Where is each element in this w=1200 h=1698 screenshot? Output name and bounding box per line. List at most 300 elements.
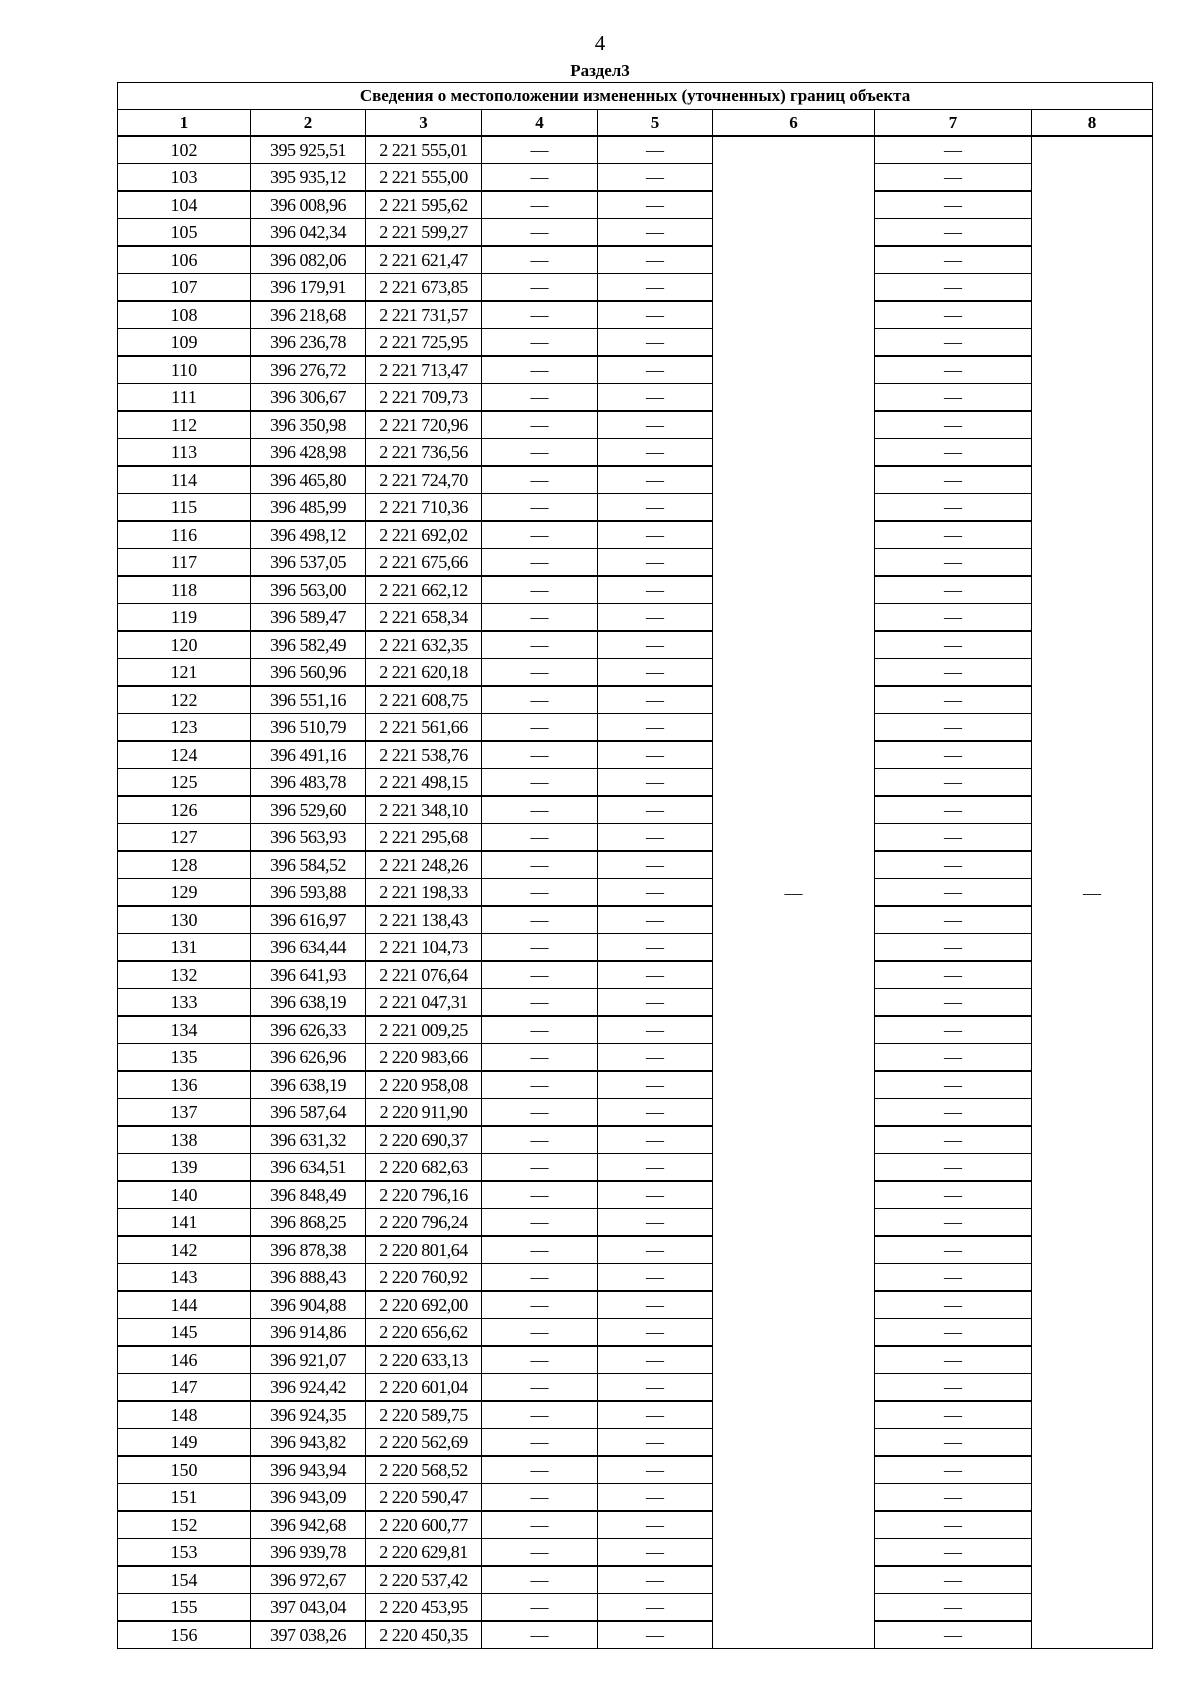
point-number-cell: 133 (118, 989, 251, 1017)
column-7-cell: — (875, 1429, 1032, 1457)
table-row (118, 1236, 1153, 1264)
x-coordinate-cell: 396 914,86 (251, 1319, 366, 1347)
x-coordinate-cell: 396 350,98 (251, 411, 366, 439)
column-5-cell: — (598, 356, 713, 384)
column-5-cell: — (598, 851, 713, 879)
y-coordinate-cell: 2 220 796,16 (366, 1181, 482, 1209)
y-coordinate-cell: 2 220 796,24 (366, 1209, 482, 1237)
y-coordinate-cell: 2 221 595,62 (366, 191, 482, 219)
table-row (118, 1429, 1153, 1457)
point-number-cell: 142 (118, 1236, 251, 1264)
x-coordinate-cell: 396 485,99 (251, 494, 366, 522)
y-coordinate-cell: 2 220 629,81 (366, 1539, 482, 1567)
table-row (118, 576, 1153, 604)
table-row (118, 549, 1153, 577)
table-row (118, 191, 1153, 219)
table-row (118, 494, 1153, 522)
column-4-cell: — (482, 659, 598, 687)
page-number: 4 (594, 31, 606, 55)
point-number-cell: 130 (118, 906, 251, 934)
table-row (118, 714, 1153, 742)
coordinates-table (117, 82, 1153, 1649)
column-7-cell: — (875, 686, 1032, 714)
column-4-cell: — (482, 356, 598, 384)
point-number-cell: 114 (118, 466, 251, 494)
column-7-cell: — (875, 1181, 1032, 1209)
y-coordinate-cell: 2 220 562,69 (366, 1429, 482, 1457)
column-4-cell: — (482, 1264, 598, 1292)
table-row (118, 1401, 1153, 1429)
table-row (118, 301, 1153, 329)
table-caption: Сведения о местоположении измененных (уточненных) границ объекта (118, 83, 1153, 110)
y-coordinate-cell: 2 221 736,56 (366, 439, 482, 467)
table-row (118, 164, 1153, 192)
table-row (118, 1291, 1153, 1319)
x-coordinate-cell: 396 082,06 (251, 246, 366, 274)
column-5-cell: — (598, 1539, 713, 1567)
y-coordinate-cell: 2 221 076,64 (366, 961, 482, 989)
y-coordinate-cell: 2 221 561,66 (366, 714, 482, 742)
column-4-cell: — (482, 1429, 598, 1457)
column-4-cell: — (482, 851, 598, 879)
column-7-cell: — (875, 1071, 1032, 1099)
point-number-cell: 148 (118, 1401, 251, 1429)
x-coordinate-cell: 396 616,97 (251, 906, 366, 934)
section-title: Раздел3 (570, 61, 630, 80)
point-number-cell: 102 (118, 136, 251, 164)
table-row (118, 1209, 1153, 1237)
x-coordinate-cell: 397 043,04 (251, 1594, 366, 1622)
column-4-cell: — (482, 411, 598, 439)
column-5-cell: — (598, 1456, 713, 1484)
column-7-cell: — (875, 741, 1032, 769)
y-coordinate-cell: 2 221 710,36 (366, 494, 482, 522)
column-7-cell: — (875, 246, 1032, 274)
x-coordinate-cell: 396 491,16 (251, 741, 366, 769)
point-number-cell: 141 (118, 1209, 251, 1237)
column-7-cell: — (875, 1346, 1032, 1374)
column-4-cell: — (482, 1319, 598, 1347)
column-7-cell: — (875, 796, 1032, 824)
column-4-cell: — (482, 1594, 598, 1622)
column-5-cell: — (598, 659, 713, 687)
y-coordinate-cell: 2 221 009,25 (366, 1016, 482, 1044)
x-coordinate-cell: 396 563,00 (251, 576, 366, 604)
x-coordinate-cell: 395 925,51 (251, 136, 366, 164)
column-5-cell: — (598, 466, 713, 494)
column-5-cell: — (598, 1016, 713, 1044)
column-4-cell: — (482, 164, 598, 192)
column-4-cell: — (482, 136, 598, 164)
table-row (118, 769, 1153, 797)
x-coordinate-cell: 396 939,78 (251, 1539, 366, 1567)
x-coordinate-cell: 396 582,49 (251, 631, 366, 659)
point-number-cell: 135 (118, 1044, 251, 1072)
column-4-cell: — (482, 961, 598, 989)
column-4-cell: — (482, 1401, 598, 1429)
y-coordinate-cell: 2 221 047,31 (366, 989, 482, 1017)
column-5-cell: — (598, 274, 713, 302)
x-coordinate-cell: 396 510,79 (251, 714, 366, 742)
point-number-cell: 150 (118, 1456, 251, 1484)
column-7-cell: — (875, 439, 1032, 467)
point-number-cell: 117 (118, 549, 251, 577)
column-4-cell: — (482, 439, 598, 467)
column-5-cell: — (598, 961, 713, 989)
column-4-cell: — (482, 1016, 598, 1044)
y-coordinate-cell: 2 221 555,00 (366, 164, 482, 192)
column-4-cell: — (482, 301, 598, 329)
column-7-cell: — (875, 1236, 1032, 1264)
y-coordinate-cell: 2 220 537,42 (366, 1566, 482, 1594)
table-row (118, 1621, 1153, 1649)
point-number-cell: 105 (118, 219, 251, 247)
column-4-cell: — (482, 1209, 598, 1237)
table-row (118, 1154, 1153, 1182)
point-number-cell: 131 (118, 934, 251, 962)
column-7-cell: — (875, 1016, 1032, 1044)
table-row (118, 1071, 1153, 1099)
table-row (118, 1181, 1153, 1209)
point-number-cell: 132 (118, 961, 251, 989)
table-row (118, 686, 1153, 714)
column-4-cell: — (482, 274, 598, 302)
table-row (118, 1456, 1153, 1484)
column-7-cell: — (875, 1044, 1032, 1072)
column-7-cell: — (875, 604, 1032, 632)
column-5-cell: — (598, 1319, 713, 1347)
point-number-cell: 119 (118, 604, 251, 632)
table-row (118, 384, 1153, 412)
y-coordinate-cell: 2 220 760,92 (366, 1264, 482, 1292)
table-body (118, 136, 1153, 1649)
point-number-cell: 138 (118, 1126, 251, 1154)
column-number-5: 5 (598, 110, 713, 137)
x-coordinate-cell: 396 848,49 (251, 1181, 366, 1209)
table-row (118, 604, 1153, 632)
column-5-cell: — (598, 136, 713, 164)
point-number-cell: 156 (118, 1621, 251, 1649)
column-5-cell: — (598, 604, 713, 632)
table-row (118, 851, 1153, 879)
column-4-cell: — (482, 934, 598, 962)
column-7-cell: — (875, 1209, 1032, 1237)
column-4-cell: — (482, 466, 598, 494)
x-coordinate-cell: 396 589,47 (251, 604, 366, 632)
table-row (118, 961, 1153, 989)
x-coordinate-cell: 396 563,93 (251, 824, 366, 852)
point-number-cell: 140 (118, 1181, 251, 1209)
column-4-cell: — (482, 824, 598, 852)
point-number-cell: 107 (118, 274, 251, 302)
y-coordinate-cell: 2 221 720,96 (366, 411, 482, 439)
column-number-1: 1 (118, 110, 251, 137)
point-number-cell: 116 (118, 521, 251, 549)
column-5-cell: — (598, 1264, 713, 1292)
column-5-cell: — (598, 1511, 713, 1539)
column-4-cell: — (482, 384, 598, 412)
column-7-cell: — (875, 851, 1032, 879)
point-number-cell: 155 (118, 1594, 251, 1622)
table-row (118, 1594, 1153, 1622)
x-coordinate-cell: 396 943,09 (251, 1484, 366, 1512)
point-number-cell: 128 (118, 851, 251, 879)
column-5-cell: — (598, 1236, 713, 1264)
column-7-cell: — (875, 961, 1032, 989)
column-number-7: 7 (875, 110, 1032, 137)
column-number-8: 8 (1032, 110, 1153, 137)
table-row (118, 824, 1153, 852)
column-4-cell: — (482, 191, 598, 219)
column-7-cell: — (875, 714, 1032, 742)
x-coordinate-cell: 396 498,12 (251, 521, 366, 549)
column-5-cell: — (598, 1044, 713, 1072)
column-4-cell: — (482, 1126, 598, 1154)
column-4-cell: — (482, 246, 598, 274)
column-7-cell: — (875, 659, 1032, 687)
y-coordinate-cell: 2 221 632,35 (366, 631, 482, 659)
column-5-cell: — (598, 631, 713, 659)
column-4-cell: — (482, 906, 598, 934)
column-7-cell: — (875, 1511, 1032, 1539)
point-number-cell: 125 (118, 769, 251, 797)
y-coordinate-cell: 2 220 690,37 (366, 1126, 482, 1154)
point-number-cell: 123 (118, 714, 251, 742)
column-4-cell: — (482, 796, 598, 824)
y-coordinate-cell: 2 221 662,12 (366, 576, 482, 604)
y-coordinate-cell: 2 220 958,08 (366, 1071, 482, 1099)
column-number-4: 4 (482, 110, 598, 137)
table-row (118, 631, 1153, 659)
point-number-cell: 154 (118, 1566, 251, 1594)
y-coordinate-cell: 2 221 348,10 (366, 796, 482, 824)
column-7-cell: — (875, 934, 1032, 962)
column-5-cell: — (598, 1484, 713, 1512)
column-7-cell: — (875, 631, 1032, 659)
column-4-cell: — (482, 1456, 598, 1484)
x-coordinate-cell: 396 306,67 (251, 384, 366, 412)
table-row (118, 219, 1153, 247)
y-coordinate-cell: 2 220 600,77 (366, 1511, 482, 1539)
column-5-cell: — (598, 439, 713, 467)
column-7-cell: — (875, 1374, 1032, 1402)
x-coordinate-cell: 396 943,82 (251, 1429, 366, 1457)
column-5-cell: — (598, 1126, 713, 1154)
column-4-cell: — (482, 1346, 598, 1374)
point-number-cell: 151 (118, 1484, 251, 1512)
x-coordinate-cell: 396 868,25 (251, 1209, 366, 1237)
column-7-cell: — (875, 576, 1032, 604)
table-row (118, 1099, 1153, 1127)
table-row (118, 1346, 1153, 1374)
point-number-cell: 103 (118, 164, 251, 192)
column-5-cell: — (598, 989, 713, 1017)
y-coordinate-cell: 2 221 138,43 (366, 906, 482, 934)
x-coordinate-cell: 396 560,96 (251, 659, 366, 687)
column-7-cell: — (875, 1319, 1032, 1347)
column-7-cell: — (875, 136, 1032, 164)
y-coordinate-cell: 2 221 608,75 (366, 686, 482, 714)
column-7-cell: — (875, 1539, 1032, 1567)
y-coordinate-cell: 2 221 621,47 (366, 246, 482, 274)
column-4-cell: — (482, 1566, 598, 1594)
column-4-cell: — (482, 604, 598, 632)
x-coordinate-cell: 396 587,64 (251, 1099, 366, 1127)
column-7-cell: — (875, 906, 1032, 934)
x-coordinate-cell: 396 179,91 (251, 274, 366, 302)
y-coordinate-cell: 2 220 589,75 (366, 1401, 482, 1429)
column-5-cell: — (598, 494, 713, 522)
y-coordinate-cell: 2 221 295,68 (366, 824, 482, 852)
y-coordinate-cell: 2 220 590,47 (366, 1484, 482, 1512)
x-coordinate-cell: 396 008,96 (251, 191, 366, 219)
table-row (118, 411, 1153, 439)
y-coordinate-cell: 2 221 658,34 (366, 604, 482, 632)
table-row (118, 741, 1153, 769)
point-number-cell: 139 (118, 1154, 251, 1182)
column-5-cell: — (598, 1154, 713, 1182)
table-row (118, 1126, 1153, 1154)
y-coordinate-cell: 2 221 538,76 (366, 741, 482, 769)
point-number-cell: 124 (118, 741, 251, 769)
y-coordinate-cell: 2 221 599,27 (366, 219, 482, 247)
column-5-cell: — (598, 906, 713, 934)
column-7-cell: — (875, 1099, 1032, 1127)
column-7-cell: — (875, 521, 1032, 549)
table-row (118, 1264, 1153, 1292)
column-5-cell: — (598, 1374, 713, 1402)
y-coordinate-cell: 2 220 692,00 (366, 1291, 482, 1319)
column-7-cell: — (875, 301, 1032, 329)
x-coordinate-cell: 396 921,07 (251, 1346, 366, 1374)
table-row (118, 1016, 1153, 1044)
x-coordinate-cell: 396 236,78 (251, 329, 366, 357)
table-row (118, 1319, 1153, 1347)
column-5-cell: — (598, 191, 713, 219)
column-5-cell: — (598, 1071, 713, 1099)
column-7-cell: — (875, 219, 1032, 247)
y-coordinate-cell: 2 221 673,85 (366, 274, 482, 302)
column-4-cell: — (482, 494, 598, 522)
column-7-cell: — (875, 329, 1032, 357)
point-number-cell: 145 (118, 1319, 251, 1347)
point-number-cell: 146 (118, 1346, 251, 1374)
table-row (118, 356, 1153, 384)
x-coordinate-cell: 396 631,32 (251, 1126, 366, 1154)
y-coordinate-cell: 2 221 498,15 (366, 769, 482, 797)
point-number-cell: 152 (118, 1511, 251, 1539)
column-4-cell: — (482, 576, 598, 604)
y-coordinate-cell: 2 221 692,02 (366, 521, 482, 549)
column-5-cell: — (598, 824, 713, 852)
table-row (118, 1539, 1153, 1567)
column-4-cell: — (482, 769, 598, 797)
y-coordinate-cell: 2 220 601,04 (366, 1374, 482, 1402)
column-7-cell: — (875, 1126, 1032, 1154)
y-coordinate-cell: 2 221 248,26 (366, 851, 482, 879)
x-coordinate-cell: 396 878,38 (251, 1236, 366, 1264)
column-4-cell: — (482, 329, 598, 357)
y-coordinate-cell: 2 220 453,95 (366, 1594, 482, 1622)
column-7-cell: — (875, 879, 1032, 907)
x-coordinate-cell: 395 935,12 (251, 164, 366, 192)
x-coordinate-cell: 396 626,33 (251, 1016, 366, 1044)
column-5-cell: — (598, 796, 713, 824)
y-coordinate-cell: 2 220 633,13 (366, 1346, 482, 1374)
column-4-cell: — (482, 1154, 598, 1182)
column-4-cell: — (482, 1374, 598, 1402)
column-number-6: 6 (713, 110, 875, 137)
column-5-cell: — (598, 219, 713, 247)
column-7-cell: — (875, 494, 1032, 522)
x-coordinate-cell: 396 634,44 (251, 934, 366, 962)
y-coordinate-cell: 2 221 709,73 (366, 384, 482, 412)
column-4-cell: — (482, 219, 598, 247)
column-7-cell: — (875, 1621, 1032, 1649)
column-7-cell: — (875, 1456, 1032, 1484)
x-coordinate-cell: 397 038,26 (251, 1621, 366, 1649)
column-4-cell: — (482, 1539, 598, 1567)
table-row (118, 1484, 1153, 1512)
point-number-cell: 147 (118, 1374, 251, 1402)
point-number-cell: 137 (118, 1099, 251, 1127)
column-4-cell: — (482, 1511, 598, 1539)
column-4-cell: — (482, 549, 598, 577)
table-row (118, 1511, 1153, 1539)
column-4-cell: — (482, 1181, 598, 1209)
point-number-cell: 127 (118, 824, 251, 852)
column-7-cell: — (875, 466, 1032, 494)
y-coordinate-cell: 2 221 198,33 (366, 879, 482, 907)
column-7-cell: — (875, 1566, 1032, 1594)
column-7-cell: — (875, 191, 1032, 219)
column-4-cell: — (482, 686, 598, 714)
y-coordinate-cell: 2 221 620,18 (366, 659, 482, 687)
column-7-cell: — (875, 164, 1032, 192)
point-number-cell: 122 (118, 686, 251, 714)
x-coordinate-cell: 396 276,72 (251, 356, 366, 384)
y-coordinate-cell: 2 220 911,90 (366, 1099, 482, 1127)
x-coordinate-cell: 396 551,16 (251, 686, 366, 714)
table-row (118, 136, 1153, 164)
x-coordinate-cell: 396 584,52 (251, 851, 366, 879)
table-row (118, 1374, 1153, 1402)
x-coordinate-cell: 396 972,67 (251, 1566, 366, 1594)
point-number-cell: 120 (118, 631, 251, 659)
column-4-cell: — (482, 1291, 598, 1319)
point-number-cell: 104 (118, 191, 251, 219)
point-number-cell: 108 (118, 301, 251, 329)
column-5-cell: — (598, 769, 713, 797)
column-7-cell: — (875, 989, 1032, 1017)
column-4-cell: — (482, 714, 598, 742)
table-row (118, 989, 1153, 1017)
x-coordinate-cell: 396 942,68 (251, 1511, 366, 1539)
point-number-cell: 126 (118, 796, 251, 824)
column-5-cell: — (598, 879, 713, 907)
point-number-cell: 149 (118, 1429, 251, 1457)
column-7-cell: — (875, 1264, 1032, 1292)
column-5-cell: — (598, 1594, 713, 1622)
table-row (118, 329, 1153, 357)
y-coordinate-cell: 2 221 713,47 (366, 356, 482, 384)
column-4-cell: — (482, 521, 598, 549)
column-7-cell: — (875, 549, 1032, 577)
column-5-cell: — (598, 741, 713, 769)
column-7-cell: — (875, 1154, 1032, 1182)
y-coordinate-cell: 2 220 656,62 (366, 1319, 482, 1347)
column-5-cell: — (598, 164, 713, 192)
